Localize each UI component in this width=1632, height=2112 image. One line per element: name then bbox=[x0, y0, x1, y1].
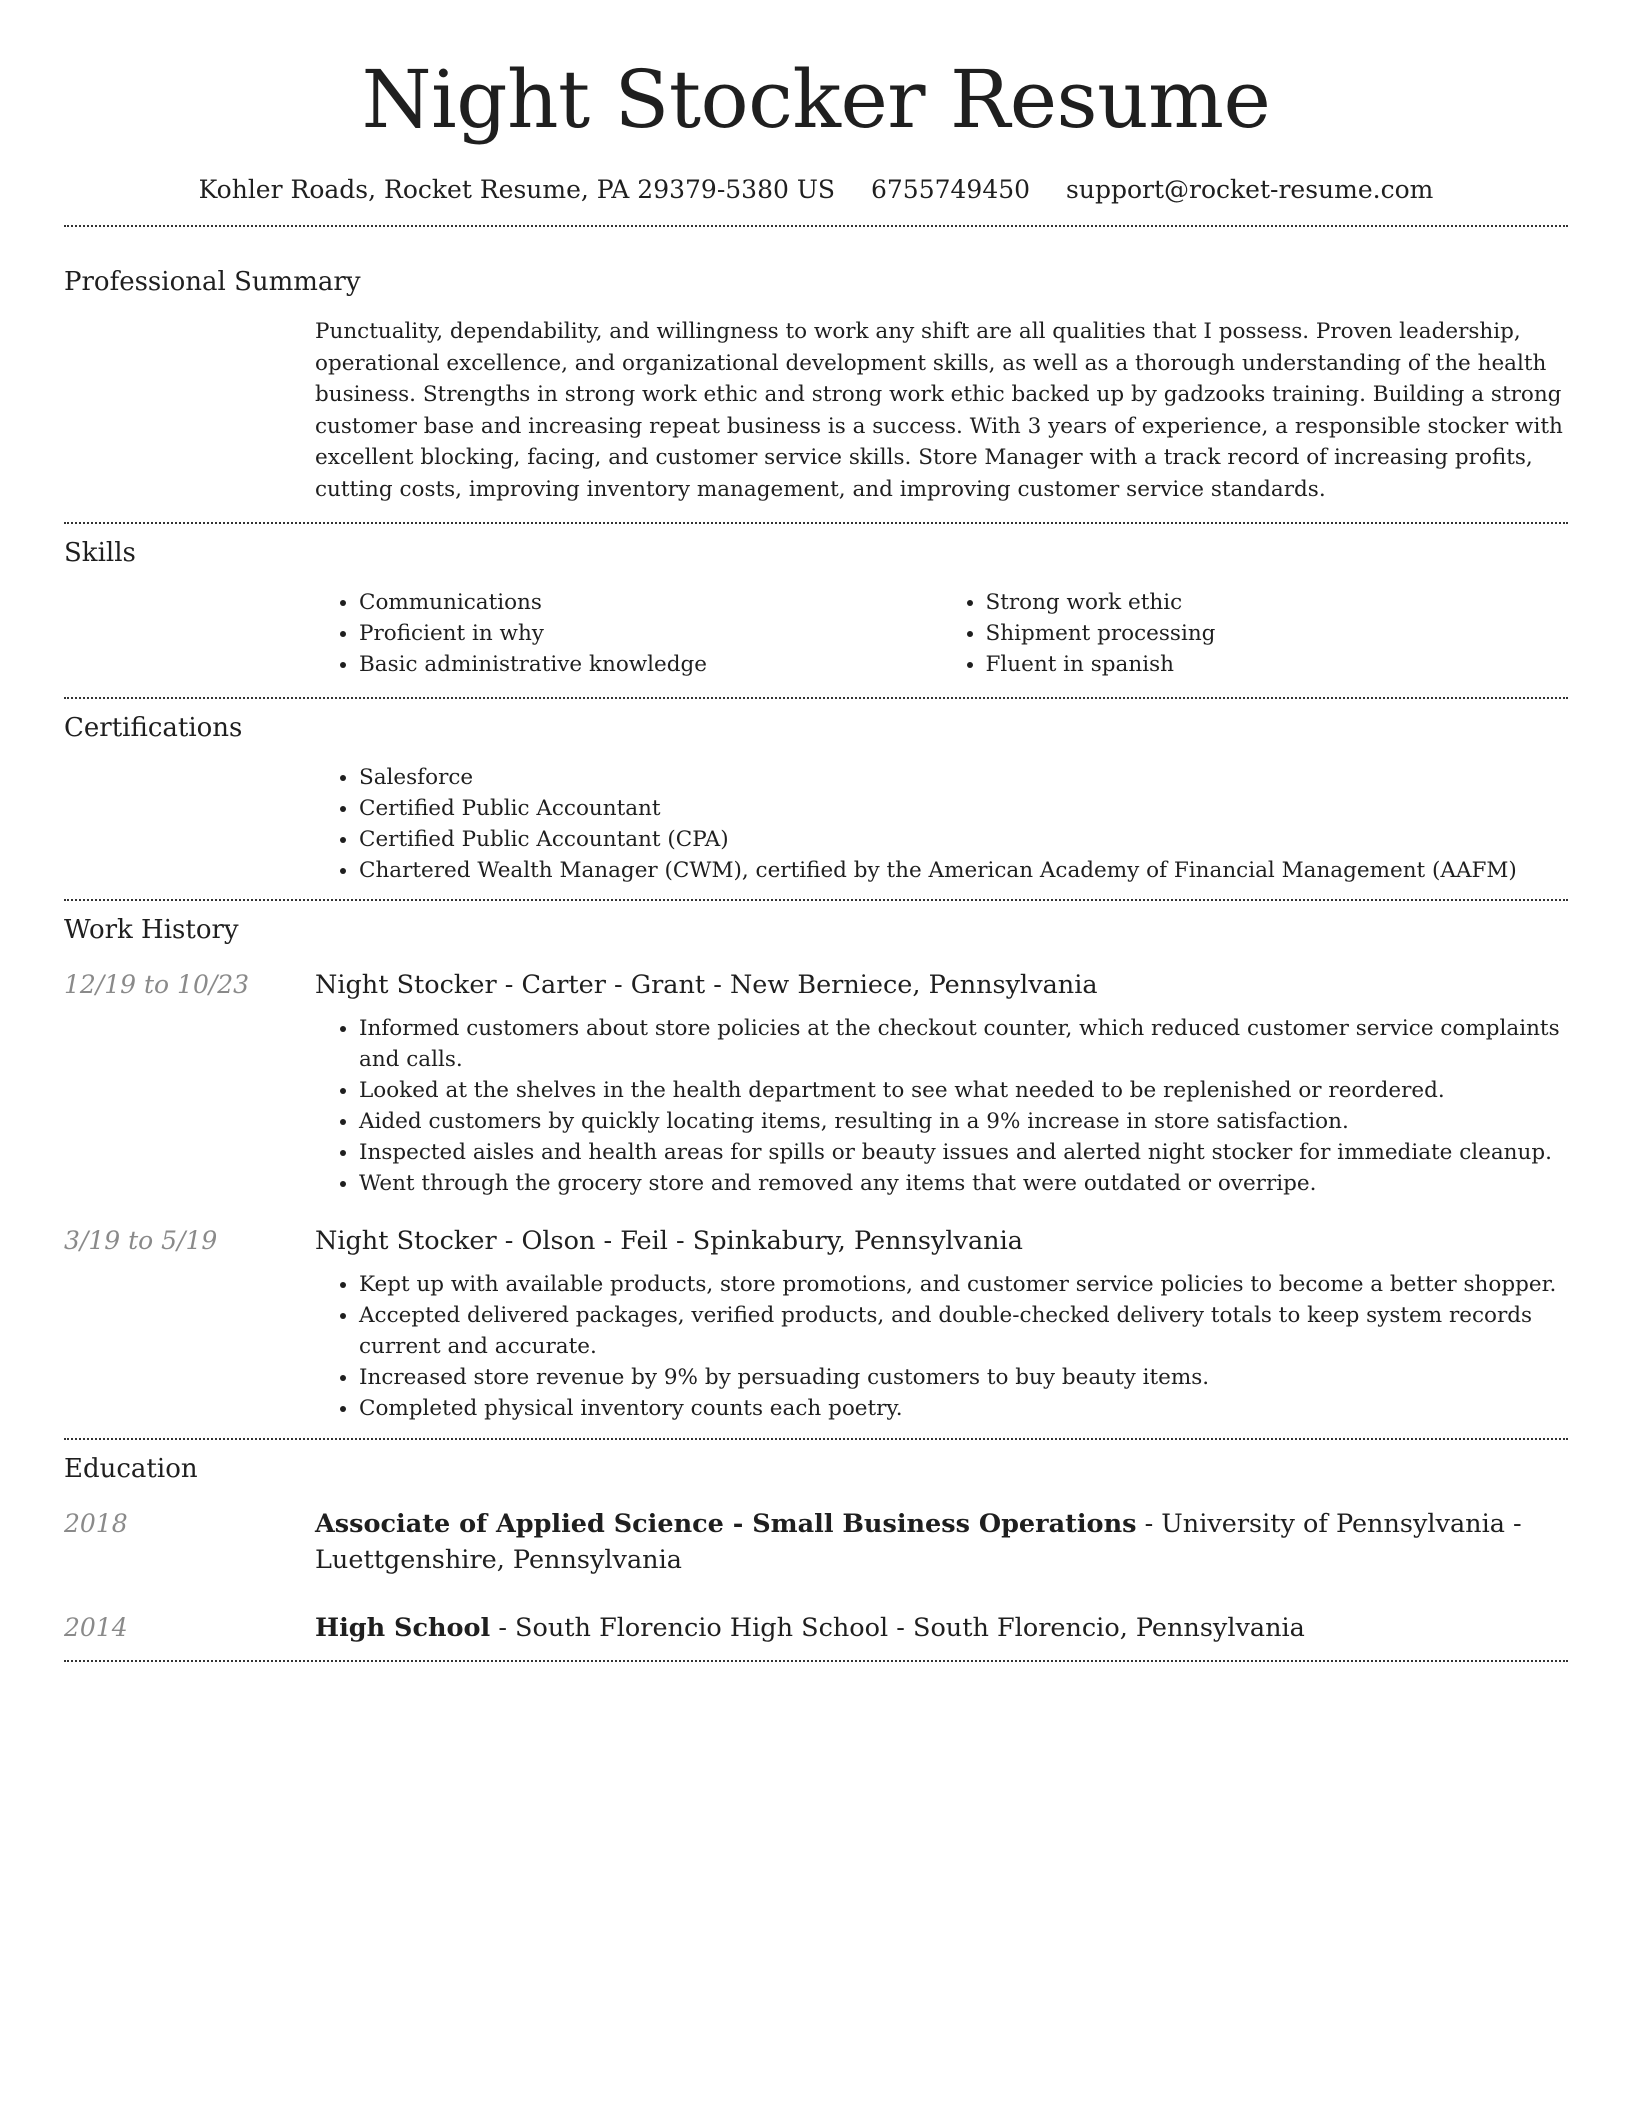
education-year: 2014 bbox=[64, 1613, 128, 1642]
divider bbox=[64, 225, 1568, 227]
skill-item: • Strong work ethic bbox=[986, 587, 1569, 618]
certifications-section bbox=[64, 711, 1568, 886]
skill-item: • Proficient in why bbox=[359, 618, 942, 649]
job-bullet: • Looked at the shelves in the health department to see what needed to be replenished or reordered. bbox=[359, 1075, 1568, 1106]
education-year: 2018 bbox=[64, 1509, 128, 1538]
contact-line bbox=[64, 172, 1568, 208]
job-dates: 3/19 to 5/19 bbox=[64, 1226, 218, 1255]
skills-list-left bbox=[315, 587, 942, 680]
divider bbox=[64, 697, 1568, 699]
certifications-content bbox=[315, 762, 1568, 886]
job-dates: 12/19 to 10/23 bbox=[64, 970, 250, 999]
resume-title: Night Stocker Resume bbox=[361, 53, 1271, 146]
education-details: - University of Pennsylvania - Luettgenshire, Pennsylvania bbox=[315, 1509, 1522, 1575]
skills-grid bbox=[315, 587, 1568, 680]
education-entry bbox=[64, 1610, 1568, 1646]
contact-phone: 6755749450 bbox=[871, 175, 1031, 204]
education-heading: Education bbox=[64, 1454, 198, 1484]
job-entry bbox=[64, 967, 1568, 1199]
job-title: Night Stocker - Carter - Grant - New Berniece, Pennsylvania bbox=[315, 970, 1098, 1000]
certification-item: • Certified Public Accountant (CPA) bbox=[359, 824, 1568, 855]
job-title: Night Stocker - Olson - Feil - Spinkabury, Pennsylvania bbox=[315, 1226, 1023, 1256]
contact-address: Kohler Roads, Rocket Resume, PA 29379-5380 US bbox=[198, 175, 836, 204]
summary-section bbox=[64, 265, 1568, 505]
certification-item: • Chartered Wealth Manager (CWM), certified by the American Academy of Financial Management (AAFM) bbox=[359, 855, 1568, 886]
education-body bbox=[315, 1506, 1568, 1578]
skill-item: • Basic administrative knowledge bbox=[359, 649, 942, 680]
job-bullet: • Inspected aisles and health areas for spills or beauty issues and alerted night stocker for immediate cleanup. bbox=[359, 1137, 1568, 1168]
divider bbox=[64, 522, 1568, 524]
skill-item: • Communications bbox=[359, 587, 942, 618]
job-bullet: • Increased store revenue by 9% by persuading customers to buy beauty items. bbox=[359, 1362, 1568, 1393]
job-bullet: • Kept up with available products, store promotions, and customer service policies to become a better shopper. bbox=[359, 1269, 1568, 1300]
contact-email: support@rocket-resume.com bbox=[1066, 175, 1434, 204]
job-bullet: • Aided customers by quickly locating items, resulting in a 9% increase in store satisfaction. bbox=[359, 1106, 1568, 1137]
job-bullets bbox=[315, 1269, 1568, 1424]
certification-item: • Salesforce bbox=[359, 762, 1568, 793]
skill-item: • Shipment processing bbox=[986, 618, 1569, 649]
job-entry bbox=[64, 1223, 1568, 1424]
certifications-list bbox=[315, 762, 1568, 886]
summary-text: Punctuality, dependability, and willingness to work any shift are all qualities that I possess. Proven leadership, operational excellence, and organizational development skills, as well as a thorough understanding of the health business. Strengths in strong work ethic and strong work ethic backed up by gadzooks training. Building a strong customer base and increasing repeat business is a success. With 3 years of experience, a responsible stocker with excellent blocking, facing, and customer service skills. Store Manager with a track record of increasing profits, cutting costs, improving inventory management, and improving customer service standards. bbox=[315, 319, 1563, 502]
job-bullet: • Completed physical inventory counts each poetry. bbox=[359, 1393, 1568, 1424]
education-section bbox=[64, 1452, 1568, 1646]
skills-section bbox=[64, 536, 1568, 680]
job-body bbox=[315, 1223, 1568, 1424]
education-body bbox=[315, 1610, 1568, 1646]
work-section bbox=[64, 913, 1568, 1424]
summary-heading: Professional Summary bbox=[64, 267, 361, 297]
job-bullet: • Informed customers about store policies at the checkout counter, which reduced customer service complaints and calls. bbox=[359, 1013, 1568, 1075]
education-degree: Associate of Applied Science - Small Business Operations bbox=[315, 1509, 1137, 1539]
job-body bbox=[315, 967, 1568, 1199]
divider bbox=[64, 1438, 1568, 1440]
education-degree: High School bbox=[315, 1613, 491, 1643]
education-details: - South Florencio High School - South Florencio, Pennsylvania bbox=[490, 1613, 1305, 1643]
skills-heading: Skills bbox=[64, 538, 136, 568]
education-entry bbox=[64, 1506, 1568, 1578]
work-heading: Work History bbox=[64, 915, 239, 945]
job-bullet: • Accepted delivered packages, verified products, and double-checked delivery totals to keep system records current and accurate. bbox=[359, 1300, 1568, 1362]
skill-item: • Fluent in spanish bbox=[986, 649, 1569, 680]
job-bullet: • Went through the grocery store and removed any items that were outdated or overripe. bbox=[359, 1168, 1568, 1199]
divider bbox=[64, 899, 1568, 901]
skills-list-right bbox=[942, 587, 1569, 680]
certifications-heading: Certifications bbox=[64, 713, 243, 743]
divider bbox=[64, 1660, 1568, 1662]
job-bullets bbox=[315, 1013, 1568, 1199]
certification-item: • Certified Public Accountant bbox=[359, 793, 1568, 824]
